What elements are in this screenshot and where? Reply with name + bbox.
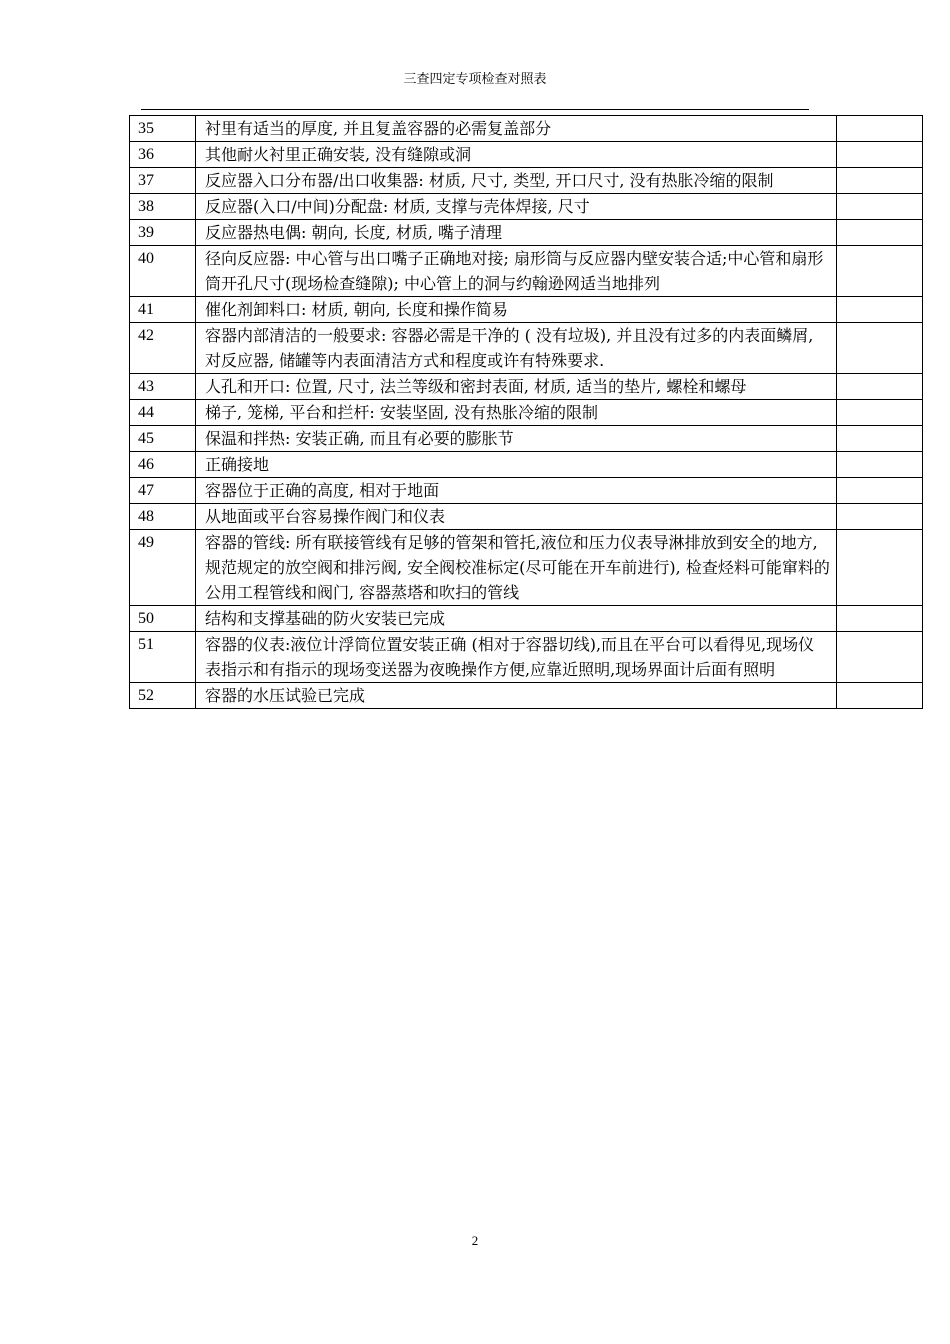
table-row [130, 323, 923, 374]
table-row [130, 374, 923, 400]
table-row [130, 246, 923, 297]
table-row [130, 504, 923, 530]
table-row [130, 632, 923, 683]
check-item-cell: 衬里有适当的厚度, 并且复盖容器的必需复盖部分 [196, 116, 837, 142]
checklist-body [130, 116, 923, 709]
row-number-cell: 51 [130, 632, 196, 683]
table-row [130, 400, 923, 426]
check-item-cell: 结构和支撑基础的防火安装已完成 [196, 606, 837, 632]
table-row [130, 530, 923, 606]
check-result-cell[interactable] [837, 632, 923, 683]
check-item-cell: 容器的水压试验已完成 [196, 683, 837, 709]
table-row [130, 683, 923, 709]
table-row [130, 297, 923, 323]
row-number-cell: 36 [130, 142, 196, 168]
row-number-cell: 44 [130, 400, 196, 426]
table-row [130, 606, 923, 632]
row-number-cell: 41 [130, 297, 196, 323]
row-number-cell: 38 [130, 194, 196, 220]
table-row [130, 220, 923, 246]
table-row [130, 426, 923, 452]
row-number-cell: 49 [130, 530, 196, 606]
table-row [130, 478, 923, 504]
check-item-cell: 容器位于正确的高度, 相对于地面 [196, 478, 837, 504]
check-item-cell: 反应器入口分布器/出口收集器: 材质, 尺寸, 类型, 开口尺寸, 没有热胀冷缩的限制 [196, 168, 837, 194]
check-item-cell: 容器的管线: 所有联接管线有足够的管架和管托,液位和压力仪表导淋排放到安全的地方, 规范规定的放空阀和排污阀, 安全阀校准标定(尽可能在开车前进行), 检查烃料可能窜料的公用工程管线和阀门, 容器蒸塔和吹扫的管线 [196, 530, 837, 606]
check-result-cell[interactable] [837, 220, 923, 246]
check-item-cell: 反应器热电偶: 朝向, 长度, 材质, 嘴子清理 [196, 220, 837, 246]
check-result-cell[interactable] [837, 246, 923, 297]
table-row [130, 116, 923, 142]
check-result-cell[interactable] [837, 116, 923, 142]
check-item-cell: 催化剂卸料口: 材质, 朝向, 长度和操作简易 [196, 297, 837, 323]
row-number-cell: 35 [130, 116, 196, 142]
row-number-cell: 52 [130, 683, 196, 709]
check-result-cell[interactable] [837, 323, 923, 374]
row-number-cell: 43 [130, 374, 196, 400]
row-number-cell: 42 [130, 323, 196, 374]
check-result-cell[interactable] [837, 400, 923, 426]
row-number-cell: 47 [130, 478, 196, 504]
table-row [130, 168, 923, 194]
row-number-cell: 37 [130, 168, 196, 194]
check-item-cell: 保温和拌热: 安装正确, 而且有必要的膨胀节 [196, 426, 837, 452]
table-row [130, 452, 923, 478]
header-divider [141, 109, 809, 110]
check-item-cell: 梯子, 笼梯, 平台和拦杆: 安装坚固, 没有热胀冷缩的限制 [196, 400, 837, 426]
check-result-cell[interactable] [837, 194, 923, 220]
check-result-cell[interactable] [837, 478, 923, 504]
check-result-cell[interactable] [837, 426, 923, 452]
check-item-cell: 从地面或平台容易操作阀门和仪表 [196, 504, 837, 530]
row-number-cell: 39 [130, 220, 196, 246]
check-result-cell[interactable] [837, 530, 923, 606]
check-result-cell[interactable] [837, 168, 923, 194]
row-number-cell: 45 [130, 426, 196, 452]
check-item-cell: 正确接地 [196, 452, 837, 478]
check-item-cell: 容器内部清洁的一般要求: 容器必需是干净的 ( 没有垃圾), 并且没有过多的内表面鳞屑, 对反应器, 储罐等内表面清洁方式和程度或许有特殊要求. [196, 323, 837, 374]
inspection-checklist-table [129, 115, 923, 709]
check-result-cell[interactable] [837, 606, 923, 632]
check-result-cell[interactable] [837, 297, 923, 323]
check-result-cell[interactable] [837, 142, 923, 168]
check-item-cell: 人孔和开口: 位置, 尺寸, 法兰等级和密封表面, 材质, 适当的垫片, 螺栓和螺母 [196, 374, 837, 400]
check-result-cell[interactable] [837, 452, 923, 478]
row-number-cell: 46 [130, 452, 196, 478]
check-result-cell[interactable] [837, 683, 923, 709]
page-header-title: 三查四定专项检查对照表 [403, 72, 547, 87]
table-row [130, 142, 923, 168]
row-number-cell: 40 [130, 246, 196, 297]
check-item-cell: 反应器(入口/中间)分配盘: 材质, 支撑与壳体焊接, 尺寸 [196, 194, 837, 220]
check-item-cell: 其他耐火衬里正确安装, 没有缝隙或洞 [196, 142, 837, 168]
row-number-cell: 50 [130, 606, 196, 632]
check-result-cell[interactable] [837, 374, 923, 400]
check-item-cell: 容器的仪表:液位计浮筒位置安装正确 (相对于容器切线),而且在平台可以看得见,现场仪表指示和有指示的现场变送器为夜晚操作方便,应靠近照明,现场界面计后面有照明 [196, 632, 837, 683]
check-item-cell: 径向反应器: 中心管与出口嘴子正确地对接; 扇形筒与反应器内壁安装合适;中心管和扇形筒开孔尺寸(现场检查缝隙); 中心管上的洞与约翰逊网适当地排列 [196, 246, 837, 297]
table-row [130, 194, 923, 220]
row-number-cell: 48 [130, 504, 196, 530]
page-number: 2 [471, 1233, 479, 1248]
check-result-cell[interactable] [837, 504, 923, 530]
